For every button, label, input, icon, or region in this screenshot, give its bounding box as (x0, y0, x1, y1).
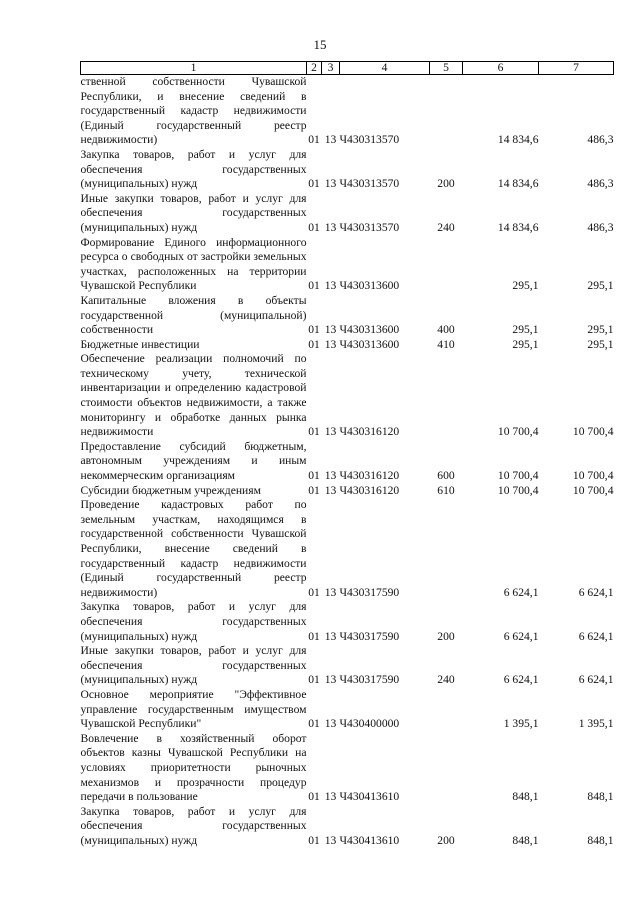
row-description: ственной собственности Чувашской Республики, и внесение сведений в государственный кадастр недвижимости (Единый государственный реестр недвижимости) (80, 75, 307, 147)
row-expense-type (430, 236, 463, 294)
row-section: 01 (308, 133, 320, 147)
table-row (81, 600, 614, 644)
column-header-1: 1 (81, 62, 307, 75)
table-row (81, 294, 614, 338)
row-description: Формирование Единого информационного ресурса о свободных от застройки земельных участках, расположенных на территории Чувашской Республики (80, 235, 307, 293)
row-subsection: 13 (324, 220, 337, 234)
table-row (81, 192, 614, 236)
row-expense-type: 200 (437, 629, 455, 643)
row-expense-type (430, 732, 463, 805)
row-target-article: Ч430317590 (339, 585, 400, 599)
row-section: 01 (308, 483, 320, 497)
row-subsection: 13 (324, 790, 337, 804)
row-target-article: Ч430316120 (339, 469, 400, 483)
row-target-article: Ч430317590 (339, 629, 400, 643)
row-target-article: Ч430413610 (339, 790, 400, 804)
row-expense-type: 200 (437, 833, 455, 847)
row-subsection: 13 (324, 279, 337, 293)
row-expense-type: 600 (437, 469, 455, 483)
row-subsection: 13 (324, 177, 337, 191)
column-header-3: 3 (322, 62, 340, 75)
column-header-7: 7 (539, 62, 614, 75)
row-target-article: Ч430313600 (339, 337, 400, 351)
row-amount-2: 295,1 (587, 337, 614, 351)
row-amount-2: 6 624,1 (578, 629, 614, 643)
row-amount-1: 10 700,4 (497, 483, 539, 497)
table-row (81, 644, 614, 688)
table-row (81, 236, 614, 294)
row-subsection: 13 (324, 629, 337, 643)
row-amount-1: 848,1 (512, 833, 539, 847)
table-row (81, 498, 614, 600)
row-amount-2: 486,3 (587, 133, 614, 147)
row-section: 01 (308, 323, 320, 337)
row-target-article: Ч430313570 (339, 133, 400, 147)
row-section: 01 (308, 673, 320, 687)
row-description: Субсидии бюджетным учреждениям (80, 483, 261, 497)
table-row (81, 338, 614, 353)
row-expense-type: 400 (437, 323, 455, 337)
row-expense-type: 410 (437, 337, 455, 351)
row-expense-type: 240 (437, 673, 455, 687)
row-section: 01 (308, 279, 320, 293)
row-section: 01 (308, 469, 320, 483)
row-subsection: 13 (324, 337, 337, 351)
column-header-4: 4 (340, 62, 430, 75)
row-amount-1: 6 624,1 (503, 629, 539, 643)
page-number: 15 (313, 37, 327, 52)
row-amount-1: 14 834,6 (497, 177, 539, 191)
row-target-article: Ч430400000 (339, 717, 400, 731)
row-expense-type: 240 (437, 220, 455, 234)
table-row (81, 732, 614, 805)
row-amount-2: 848,1 (587, 790, 614, 804)
row-description: Предоставление субсидий бюджетным, автономным учреждениям и иным некоммерческим организациям (80, 439, 307, 483)
row-subsection: 13 (324, 483, 337, 497)
row-section: 01 (308, 177, 320, 191)
row-amount-1: 14 834,6 (497, 220, 539, 234)
row-target-article: Ч430413610 (339, 833, 400, 847)
row-amount-2: 10 700,4 (572, 483, 614, 497)
row-description: Вовлечение в хозяйственный оборот объектов казны Чувашской Республики на условиях приоритетности рыночных механизмов и прозрачности процедур передачи в пользование (80, 731, 307, 804)
row-amount-2: 6 624,1 (578, 585, 614, 599)
row-amount-1: 295,1 (512, 279, 539, 293)
row-target-article: Ч430313570 (339, 220, 400, 234)
row-description: Капитальные вложения в объекты государственной (муниципальной) собственности (80, 293, 307, 337)
column-header-5: 5 (430, 62, 463, 75)
row-amount-1: 14 834,6 (497, 133, 539, 147)
table-row (81, 352, 614, 440)
row-amount-2: 10 700,4 (572, 469, 614, 483)
row-section: 01 (308, 790, 320, 804)
row-subsection: 13 (324, 323, 337, 337)
column-header-2: 2 (307, 62, 322, 75)
row-section: 01 (308, 629, 320, 643)
row-amount-1: 295,1 (512, 337, 539, 351)
row-description: Основное мероприятие "Эффективное управление государственным имуществом Чувашской Республики" (80, 687, 307, 731)
row-description: Бюджетные инвестиции (80, 337, 200, 351)
row-amount-2: 486,3 (587, 177, 614, 191)
row-target-article: Ч430313600 (339, 279, 400, 293)
row-subsection: 13 (324, 425, 337, 439)
row-amount-1: 295,1 (512, 323, 539, 337)
row-subsection: 13 (324, 717, 337, 731)
table-row (81, 805, 614, 849)
row-amount-1: 10 700,4 (497, 469, 539, 483)
row-target-article: Ч430313570 (339, 177, 400, 191)
column-number-header (81, 62, 614, 75)
row-section: 01 (308, 220, 320, 234)
row-amount-2: 486,3 (587, 220, 614, 234)
row-target-article: Ч430316120 (339, 483, 400, 497)
row-section: 01 (308, 833, 320, 847)
row-description: Проведение кадастровых работ по земельным участкам, находящимся в государственной собственности Чувашской Республики, внесение сведений в государственный кадастр недвижимости (Единый государственный реестр недвижимости) (80, 498, 307, 599)
row-section: 01 (308, 425, 320, 439)
row-subsection: 13 (324, 469, 337, 483)
row-description: Обеспечение реализации полномочий по техническому учету, технической инвентаризации и определению кадастровой стоимости объектов недвижимости, а также мониторингу и обработке данных рынка недвижимости (80, 352, 307, 439)
row-amount-1: 6 624,1 (503, 585, 539, 599)
table-row (81, 484, 614, 499)
table-row (81, 148, 614, 192)
row-subsection: 13 (324, 673, 337, 687)
row-expense-type (430, 688, 463, 732)
row-amount-1: 848,1 (512, 790, 539, 804)
row-subsection: 13 (324, 833, 337, 847)
row-expense-type: 200 (437, 177, 455, 191)
row-amount-1: 6 624,1 (503, 673, 539, 687)
row-amount-1: 10 700,4 (497, 425, 539, 439)
row-expense-type (430, 498, 463, 600)
row-amount-2: 295,1 (587, 279, 614, 293)
row-amount-2: 6 624,1 (578, 673, 614, 687)
row-description: Закупка товаров, работ и услуг для обеспечения государственных (муниципальных) нужд (80, 147, 307, 191)
row-description: Иные закупки товаров, работ и услуг для обеспечения государственных (муниципальных) нужд (80, 644, 307, 687)
row-target-article: Ч430317590 (339, 673, 400, 687)
table-row (81, 75, 614, 148)
row-description: Закупка товаров, работ и услуг для обеспечения государственных (муниципальных) нужд (80, 600, 307, 643)
row-expense-type: 610 (437, 483, 455, 497)
table-row (81, 440, 614, 484)
row-amount-2: 848,1 (587, 833, 614, 847)
row-subsection: 13 (324, 585, 337, 599)
row-description: Закупка товаров, работ и услуг для обеспечения государственных (муниципальных) нужд (80, 804, 307, 847)
row-section: 01 (308, 717, 320, 731)
row-expense-type (430, 352, 463, 440)
row-amount-2: 1 395,1 (578, 717, 614, 731)
row-section: 01 (308, 585, 320, 599)
row-target-article: Ч430316120 (339, 425, 400, 439)
column-header-6: 6 (463, 62, 539, 75)
row-amount-2: 10 700,4 (572, 425, 614, 439)
row-amount-1: 1 395,1 (503, 717, 539, 731)
row-description: Иные закупки товаров, работ и услуг для обеспечения государственных (муниципальных) нужд (80, 191, 307, 234)
row-target-article: Ч430313600 (339, 323, 400, 337)
row-expense-type (430, 75, 463, 148)
row-subsection: 13 (324, 133, 337, 147)
budget-table (80, 61, 614, 848)
row-amount-2: 295,1 (587, 323, 614, 337)
row-section: 01 (308, 337, 320, 351)
table-row (81, 688, 614, 732)
